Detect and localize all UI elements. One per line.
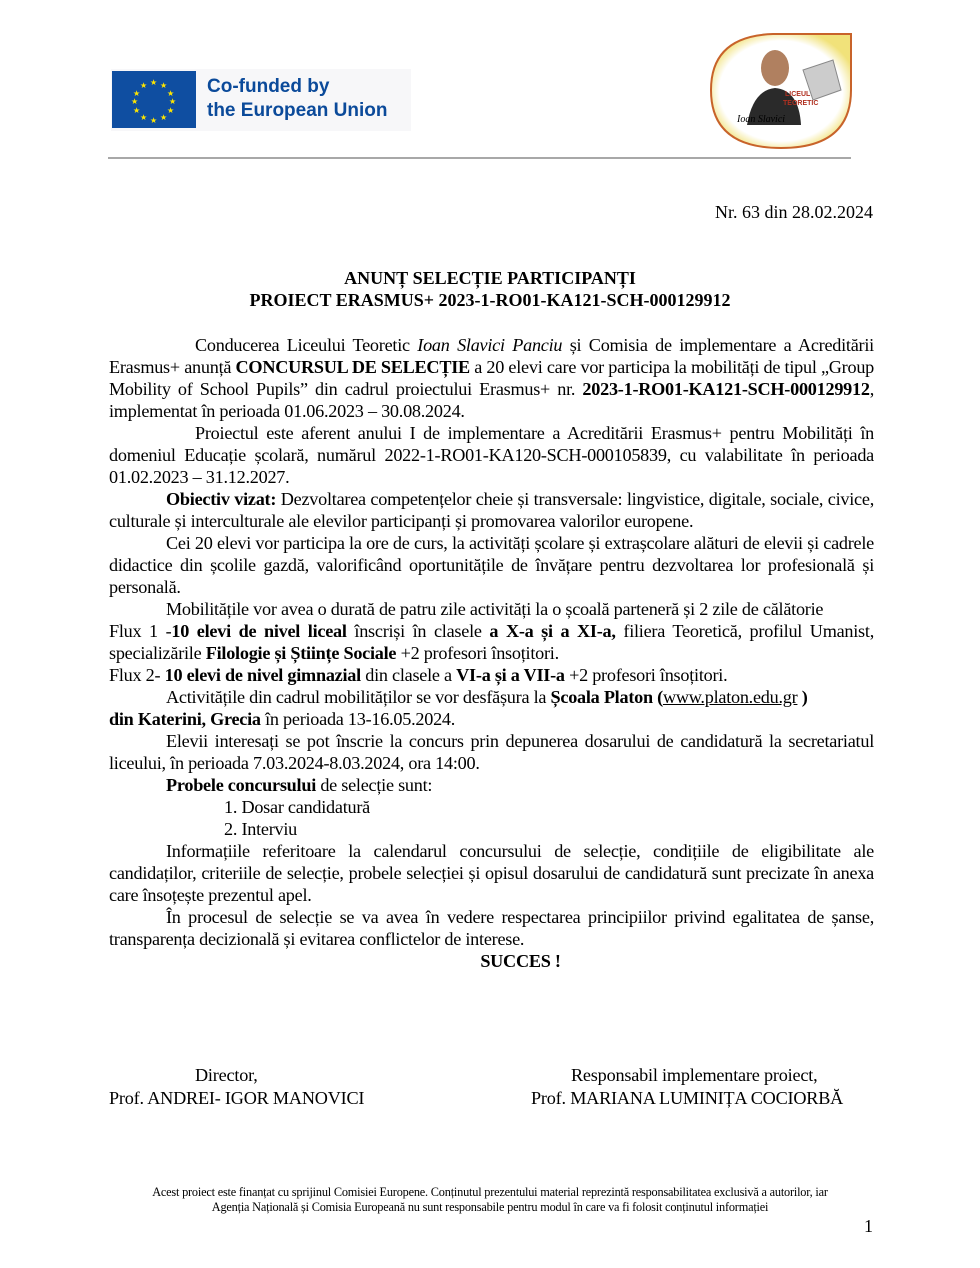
project-manager-role: Responsabil implementare proiect,	[571, 1065, 818, 1085]
svg-text:Ioan Slavici: Ioan Slavici	[737, 114, 786, 125]
director-name: Prof. ANDREI- IGOR MANOVICI	[109, 1088, 365, 1108]
school-logo	[703, 30, 853, 152]
project-manager-name: Prof. MARIANA LUMINIȚA COCIORBĂ	[531, 1088, 844, 1108]
eu-logo-line2: the European Union	[207, 100, 388, 121]
paragraph-info: Informațiile referitoare la calendarul concursului de selecție, condițiile de eligibilitate ale candidaților, criteriile de selecție, probele selecției și opisul dosarului de candidatură sunt precizate în anexa care însoțește prezentul apel.	[109, 841, 874, 905]
paragraph-enrollment: Elevii interesați se pot înscrie la concurs prin depunerea dosarului de candidatură la secretariatul liceului, în perioada 7.03.2024-8.03.2024, ora 14:00.	[109, 731, 874, 773]
paragraph-flux-2: Flux 2- 10 elevi de nivel gimnazial din clasele a VI-a și a VII-a +2 profesori însoțitori.	[109, 665, 728, 685]
document-title: ANUNȚ SELECȚIE PARTICIPANȚI	[344, 268, 636, 288]
paragraph-intro: Conducerea Liceului Teoretic Ioan Slavici Panciu și Comisia de implementare a Acreditării Erasmus+ anunță CONCURSUL DE SELECȚIE a 20 elevi care vor participa la mobilități de tipul „Group Mobility of School Pupils” din cadrul proiectului Erasmus+ nr. 2023-1-RO01-KA121-SCH-000129912, implementat în perioada 01.06.2023 – 30.08.2024.	[109, 335, 875, 421]
list-item: 2. Interviu	[224, 819, 298, 839]
paragraph-participants: Cei 20 elevi vor participa la ore de curs, la activități școlare și extrașcolare alături de elevii și cadrele didactice din școlile gazdă, valorificând oportunitățile de învățare pentru dezvoltarea lor profesională și personală.	[109, 533, 874, 597]
header-divider	[108, 157, 851, 159]
eu-logo-text	[207, 75, 388, 123]
platon-website-link[interactable]: www.platon.edu.gr	[662, 687, 798, 707]
page-number: 1	[864, 1216, 873, 1236]
svg-text:TEORETIC: TEORETIC	[783, 100, 819, 107]
paragraph-duration: Mobilitățile vor avea o durată de patru zile activități la o școală parteneră și 2 zile de călătorie	[166, 599, 824, 619]
document-subtitle: PROIECT ERASMUS+ 2023-1-RO01-KA121-SCH-000129912	[249, 290, 731, 310]
svg-text:LICEUL: LICEUL	[785, 91, 811, 98]
paragraph-location: Activitățile din cadrul mobilităților se vor desfășura la Școala Platon (www.platon.edu.gr ) din Katerini, Grecia în perioada 13-16.05.2024.	[109, 687, 808, 729]
paragraph-objective: Obiectiv vizat: Dezvoltarea competențelor cheie și transversale: lingvistice, digitale, sociale, civice, culturale și interculturale ale elevilor participanți și promovarea valorilor europene.	[109, 489, 874, 531]
closing-text: SUCCES !	[480, 951, 561, 971]
footer-line2: Agenția Națională și Comisia Europeană nu sunt responsabile pentru modul în care va fi folosit conținutul informației	[211, 1200, 769, 1214]
eu-logo-line1: Co-funded by	[207, 76, 330, 97]
document-number: Nr. 63 din 28.02.2024	[714, 202, 873, 222]
paragraph-accreditation: Proiectul este aferent anului I de implementare a Acreditării Erasmus+ pentru Mobilități în domeniul Educație școlară, numărul 2022-1-RO01-KA120-SCH-000105839, cu valabilitate în perioada 01.02.2023 – 31.12.2027.	[109, 423, 874, 487]
paragraph-principles: În procesul de selecție se va avea în vedere respectarea principiilor privind egalitatea de șanse, transparența decizională și evitarea conflictelor de interese.	[109, 907, 874, 949]
paragraph-tests: Probele concursului de selecție sunt:	[166, 775, 433, 795]
footer-disclaimer	[0, 1185, 980, 1215]
eu-flag-icon: ★ ★ ★ ★ ★ ★ ★ ★ ★ ★ ★ ★	[112, 71, 196, 128]
director-role: Director,	[195, 1065, 258, 1085]
document-body	[109, 334, 874, 972]
footer-line1: Acest proiect este finanțat cu sprijinul Comisiei Europene. Conținutul prezentului material reprezintă responsabilitatea exclusivă a autorilor, iar	[152, 1185, 828, 1199]
paragraph-flux-1: Flux 1 -10 elevi de nivel liceal înscriși în clasele a X-a și a XI-a, filiera Teoretică, profilul Umanist, specializările Filologie și Științe Sociale +2 profesori însoțitori.	[109, 621, 874, 663]
eu-cofunded-logo	[111, 69, 411, 131]
list-item: 1. Dosar candidatură	[224, 797, 370, 817]
